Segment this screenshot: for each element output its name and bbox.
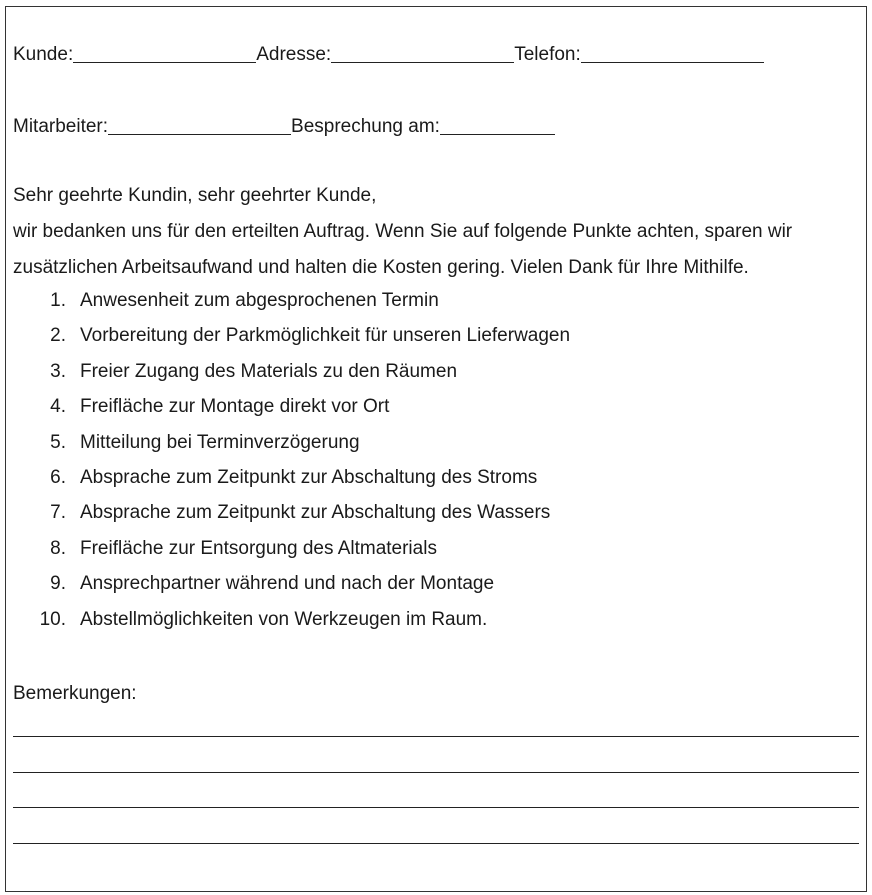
list-item-text: Freier Zugang des Materials zu den Räumen xyxy=(80,360,458,382)
list-item xyxy=(13,361,570,396)
list-item xyxy=(13,396,570,431)
remarks-line[interactable] xyxy=(13,772,859,773)
list-item-number: 8. xyxy=(50,537,66,559)
letter-line-1: wir bedanken uns für den erteilten Auftrag. Wenn Sie auf folgende Punkte achten, sparen wir xyxy=(13,221,793,242)
letter-salutation: Sehr geehrte Kundin, sehr geehrter Kunde, xyxy=(13,185,377,206)
remarks-line[interactable] xyxy=(13,736,859,737)
letter-line-2: zusätzlichen Arbeitsaufwand und halten die Kosten gering. Vielen Dank für Ihre Mithilfe. xyxy=(13,257,749,278)
list-item xyxy=(13,432,570,467)
list-item-number: 4. xyxy=(50,396,66,418)
list-item-number: 3. xyxy=(50,360,66,382)
remarks-line[interactable] xyxy=(13,807,859,808)
list-item-number: 1. xyxy=(50,290,66,311)
list-item-text: Ansprechpartner während und nach der Montage xyxy=(80,573,495,595)
telefon-label: Telefon: xyxy=(514,44,581,65)
remarks-label: Bemerkungen: xyxy=(13,683,137,704)
list-item xyxy=(13,573,570,608)
list-item xyxy=(13,538,570,573)
remarks-line[interactable] xyxy=(13,843,859,844)
list-item-text: Absprache zum Zeitpunkt zur Abschaltung des Stroms xyxy=(80,466,538,488)
besprechung-date-field[interactable] xyxy=(440,120,555,135)
list-item-text: Freifläche zur Montage direkt vor Ort xyxy=(80,396,390,418)
adresse-field[interactable] xyxy=(331,48,514,63)
list-item-text: Anwesenheit zum abgesprochenen Termin xyxy=(80,290,439,311)
mitarbeiter-field[interactable] xyxy=(108,120,291,135)
list-item xyxy=(13,467,570,502)
list-item xyxy=(13,290,570,325)
list-item-text: Abstellmöglichkeiten von Werkzeugen im Raum. xyxy=(80,608,488,630)
besprechung-label: Besprechung am: xyxy=(291,116,440,137)
meeting-info-row xyxy=(13,116,555,138)
list-item xyxy=(13,609,570,644)
list-item-number: 2. xyxy=(50,325,66,347)
list-item-text: Vorbereitung der Parkmöglichkeit für unseren Lieferwagen xyxy=(80,325,571,347)
kunde-label: Kunde: xyxy=(13,44,74,65)
list-item xyxy=(13,502,570,537)
adresse-label: Adresse: xyxy=(256,44,332,65)
list-item-number: 9. xyxy=(50,573,66,595)
list-item-text: Absprache zum Zeitpunkt zur Abschaltung des Wassers xyxy=(80,502,551,524)
mitarbeiter-label: Mitarbeiter: xyxy=(13,116,109,137)
list-item-number: 5. xyxy=(50,431,66,453)
telefon-field[interactable] xyxy=(581,48,764,63)
kunde-field[interactable] xyxy=(73,48,256,63)
list-item-text: Mitteilung bei Terminverzögerung xyxy=(80,431,360,453)
customer-info-row xyxy=(13,44,764,66)
list-item xyxy=(13,325,570,360)
list-item-number: 10. xyxy=(39,608,66,630)
list-item-number: 6. xyxy=(50,466,66,488)
checklist xyxy=(13,290,570,644)
list-item-number: 7. xyxy=(50,502,66,524)
list-item-text: Freifläche zur Entsorgung des Altmaterials xyxy=(80,537,437,559)
